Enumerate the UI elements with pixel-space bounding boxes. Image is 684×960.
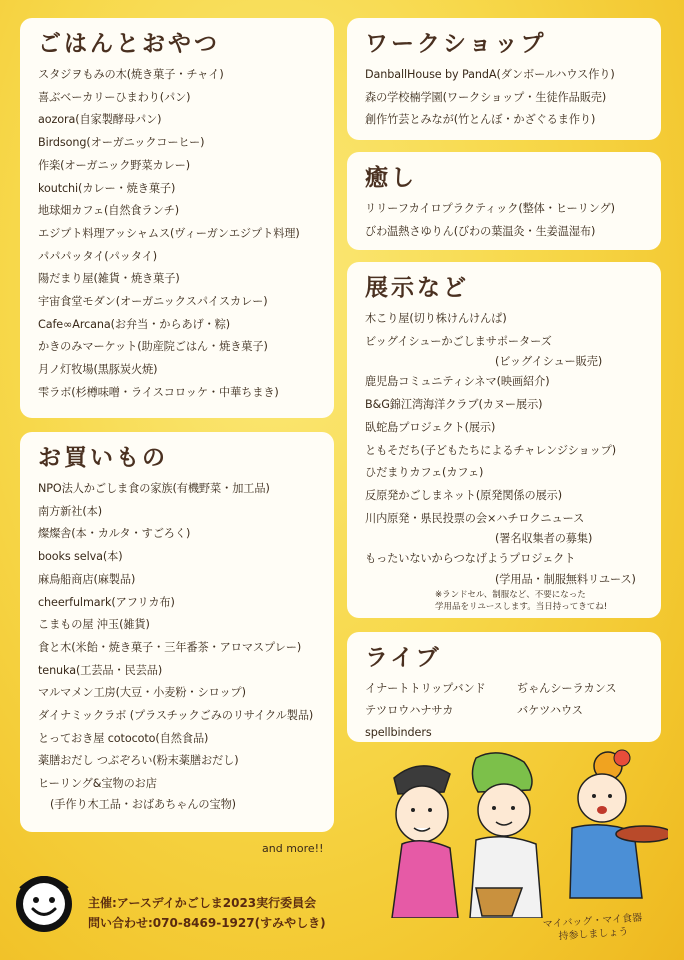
list-item: ともそだち(子どもたちによるチャレンジショップ)	[365, 443, 617, 457]
list-item: DanballHouse by PandA(ダンボールハウス作り)	[365, 68, 615, 81]
list-item: koutchi(カレー・焼き菓子)	[38, 181, 176, 195]
list-item: 燦燦舎(本・カルタ・すごろく)	[38, 527, 191, 541]
caption-line2: 持参しましょう	[558, 926, 629, 943]
list-item: 食と木(米飴・焼き菓子・三年番茶・アロマスプレー)	[38, 640, 302, 654]
list-item: 作楽(オーガニック野菜カレー)	[38, 158, 190, 172]
list-item: びわ温熱さゆりん(びわの葉温灸・生姜温湿布)	[365, 224, 596, 238]
list-item: 宇宙食堂モダン(オーガニックスパイスカレー)	[38, 295, 268, 309]
list-item: ぢゃんシーラカンス	[517, 682, 617, 695]
earthday-smiley-logo-icon	[10, 868, 78, 936]
list-item: 創作竹芸とみなが(竹とんぼ・かざぐるま作り)	[365, 113, 596, 127]
list-item: イナートトリップバンド	[365, 682, 486, 695]
list-item: 木こり屋(切り株けんけんぱ)	[365, 312, 507, 325]
list-item: cheerfulmark(アフリカ布)	[38, 595, 175, 609]
list-item-sub: (ビッグイシュー販売)	[495, 355, 603, 369]
list-item-main: ヒーリング&宝物のお店	[38, 777, 157, 791]
workshop-section	[347, 18, 661, 140]
list-item-main: もったいないからつなげようプロジェクト	[365, 552, 576, 566]
list-item-main: 川内原発・県民投票の会×ハチロクニュース	[365, 511, 585, 525]
exhibit-section-title: 展示など	[365, 274, 469, 301]
list-item: とっておき屋 cotocoto(自然食品)	[38, 731, 209, 745]
live-section	[347, 632, 661, 742]
food-list	[38, 64, 320, 405]
list-item: books selva(本)	[38, 550, 123, 564]
list-item: 鹿児島コミュニティシネマ(映画紹介)	[365, 375, 550, 389]
list-item: aozora(自家製酵母パン)	[38, 113, 162, 127]
list-item: テツロウハナサカ	[365, 704, 454, 717]
footer	[88, 893, 326, 933]
workshop-section-title: ワークショップ	[365, 30, 547, 57]
list-item: マルマメン工房(大豆・小麦粉・シロップ)	[38, 686, 246, 700]
list-item: 臥蛇島プロジェクト(展示)	[365, 420, 496, 434]
list-item	[38, 773, 320, 814]
list-item: バケツハウス	[517, 704, 583, 717]
list-item-sub: (署名収集者の募集)	[495, 532, 593, 546]
list-item: リリーフカイロプラクティック(整体・ヒーリング)	[365, 202, 615, 215]
list-item	[365, 508, 647, 549]
list-item: Birdsong(オーガニックコーヒー)	[38, 136, 205, 150]
list-item-sub: (手作り木工品・おばあちゃんの宝物)	[50, 797, 236, 811]
three-characters-illustration-icon	[372, 748, 668, 918]
list-item: ひだまりカフェ(カフェ)	[365, 466, 484, 480]
healing-section	[347, 152, 661, 250]
list-item: こまもの屋 沖玉(雑貨)	[38, 618, 150, 632]
list-item: 麻鳥船商店(麻製品)	[38, 572, 136, 586]
food-section-title: ごはんとおやつ	[38, 30, 220, 57]
list-item	[365, 331, 647, 372]
exhibit-section	[347, 262, 661, 618]
list-item: ダイナミックラボ (プラスチックごみのリサイクル製品)	[38, 709, 314, 723]
shopping-list	[38, 478, 320, 814]
list-item: パパパッタイ(パッタイ)	[38, 249, 157, 263]
and-more-text: and more!!	[262, 842, 324, 855]
shopping-section	[20, 432, 334, 832]
list-item: 陽だまり屋(雑貨・焼き菓子)	[38, 272, 180, 286]
list-item-main: ビッグイシューかごしまサポーターズ	[365, 334, 552, 348]
list-item: 南方新社(本)	[38, 504, 102, 518]
healing-section-title: 癒し	[365, 164, 417, 191]
list-item	[365, 548, 647, 589]
list-item-sub: (学用品・制服無料リユース)	[495, 573, 636, 587]
list-item: 反原発かごしまネット(原発関係の展示)	[365, 488, 563, 502]
list-item: 森の学校楠学園(ワークショップ・生徒作品販売)	[365, 90, 607, 104]
list-item: 地球畑カフェ(自然食ランチ)	[38, 204, 180, 218]
list-item: 薬膳おだし つぶぞろい(粉末薬膳おだし)	[38, 754, 239, 768]
list-item: tenuka(工芸品・民芸品)	[38, 663, 163, 677]
contact-text: 問い合わせ:070-8469-1927(すみやしき)	[88, 916, 326, 930]
list-item: NPO法人かごしま食の家族(有機野菜・加工品)	[38, 482, 270, 495]
reuse-note-line2: 学用品をリユースします。当日持ってきてね!	[435, 602, 608, 613]
list-item: Cafe∞Arcana(お弁当・からあげ・粽)	[38, 317, 231, 331]
list-item: エジプト料理アッシャムス(ヴィーガンエジプト料理)	[38, 226, 300, 240]
list-item: 喜ぶベーカリーひまわり(パン)	[38, 90, 191, 104]
caption-line1: マイバッグ・マイ食器	[542, 912, 643, 931]
shopping-section-title: お買いもの	[38, 444, 168, 471]
list-item: 月ノ灯牧場(黒豚炭火焼)	[38, 363, 158, 377]
list-item: 雫ラボ(杉樽味噌・ライスコロッケ・中華ちまき)	[38, 385, 279, 399]
list-item: かきのみマーケット(助産院ごはん・焼き菓子)	[38, 340, 268, 354]
food-section	[20, 18, 334, 418]
list-item: spellbinders	[365, 726, 432, 739]
live-list	[365, 678, 647, 744]
list-item: B&G錦江湾海洋クラブ(カヌー展示)	[365, 398, 543, 412]
reuse-note-line1: ※ランドセル、制服など、不要になった	[435, 590, 586, 601]
live-section-title: ライブ	[365, 644, 442, 671]
list-item: スタジヲもみの木(焼き菓子・チャイ)	[38, 68, 224, 81]
organizer-text: 主催:アースデイかごしま2023実行委員会	[88, 896, 317, 910]
